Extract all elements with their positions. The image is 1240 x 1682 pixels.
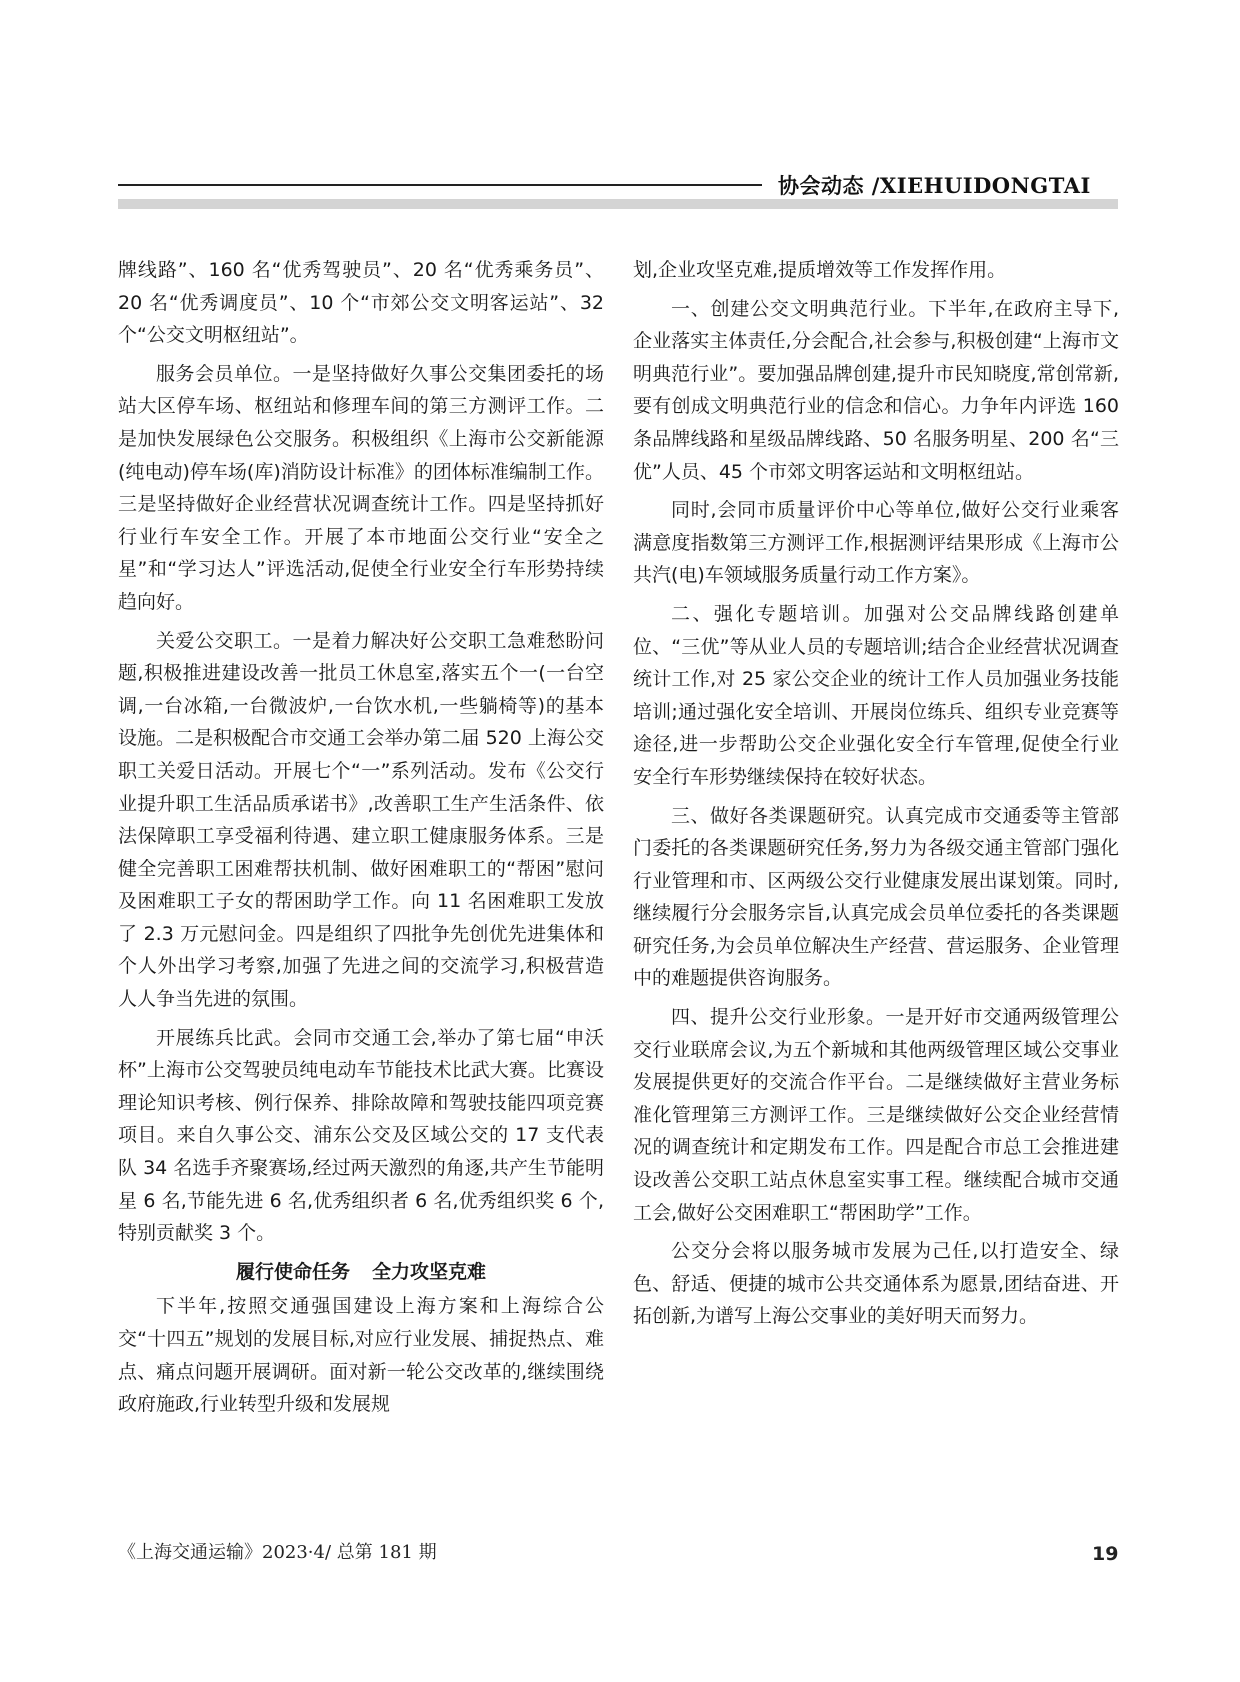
paragraph: 开展练兵比武。会同市交通工会,举办了第七届“申沃杯”上海市公交驾驶员纯电动车节能技术比武大赛。比赛设理论知识考核、例行保养、排除故障和驾驶技能四项竞赛项目。来自久事公交、浦东公交及区域公交的 17 支代表队 34 名选手齐聚赛场,经过两天激烈的角逐,共产生节能明星 6 名,节能先进 6 名,优秀组织者 6 名,优秀组织奖 6 个,特别贡献奖 3 个。 [118,1026,604,1245]
section-heading-part: 全力攻坚克难 [372,1260,487,1283]
paragraph: 关爱公交职工。一是着力解决好公交职工急难愁盼问题,积极推进建设改善一批员工休息室,落实五个一(一台空调,一台冰箱,一台微波炉,一台饮水机,一些躺椅等)的基本设施。二是积极配合市交通工会举办第二届 520 上海公交职工关爱日活动。开展七个“一”系列活动。发布《公交行业提升职工生活品质承诺书》,改善职工生产生活条件、依法保障职工享受福利待遇、建立职工健康服务体系。三是健全完善职工困难帮扶机制、做好困难职工的“帮困”慰问及困难职工子女的帮困助学工作。向 11 名困难职工发放了 2.3 万元慰问金。四是组织了四批争先创优先进集体和个人外出学习考察,加强了先进之间的交流学习,积极营造人人争当先进的氛围。 [118,629,604,1011]
section-title: 协会动态 /XIEHUIDONGTAI [778,173,1091,198]
header-rule [118,184,762,186]
paragraph: 服务会员单位。一是坚持做好久事公交集团委托的场站大区停车场、枢纽站和修理车间的第三方测评工作。二是加快发展绿色公交服务。积极组织《上海市公交新能源(纯电动)停车场(库)消防设计标准》的团体标准编制工作。三是坚持做好企业经营状况调查统计工作。四是坚持抓好行业行车安全工作。开展了本市地面公交行业“安全之星”和“学习达人”评选活动,促使全行业安全行车形势持续趋向好。 [118,362,604,613]
paragraph: 公交分会将以服务城市发展为己任,以打造安全、绿色、舒适、便捷的城市公共交通体系为愿景,团结奋进、开拓创新,为谱写上海公交事业的美好明天而努力。 [633,1240,1119,1328]
paragraph: 下半年,按照交通强国建设上海方案和上海综合公交“十四五”规划的发展目标,对应行业发展、捕捉热点、难点、痛点问题开展调研。面对新一轮公交改革的,继续围绕政府施政,行业转型升级和发展规 [118,1295,604,1416]
paragraph: 一、创建公交文明典范行业。下半年,在政府主导下,企业落实主体责任,分会配合,社会参与,积极创建“上海市文明典范行业”。要加强品牌创建,提升市民知晓度,常创常新,要有创成文明典范行业的信念和信心。力争年内评选 160 条品牌线路和星级品牌线路、50 名服务明星、200 名“三优”人员、45 个市郊文明客运站和文明枢纽站。 [633,297,1119,483]
paragraph: 三、做好各类课题研究。认真完成市交通委等主管部门委托的各类课题研究任务,努力为各级交通主管部门强化行业管理和市、区两级公交行业健康发展出谋划策。同时,继续履行分会服务宗旨,认真完成会员单位委托的各类课题研究任务,为会员单位解决生产经营、营运服务、企业管理中的难题提供咨询服务。 [633,804,1119,990]
paragraph: 二、强化专题培训。加强对公交品牌线路创建单位、“三优”等从业人员的专题培训;结合企业经营状况调查统计工作,对 25 家公交企业的统计工作人员加强业务技能培训;通过强化安全培训、开展岗位练兵、组织专业竞赛等途径,进一步帮助公交企业强化安全行车管理,促使全行业安全行车形势继续保持在较好状态。 [633,602,1119,788]
journal-citation: 《上海交通运输》2023·4/ 总第 181 期 [118,1542,437,1563]
paragraph: 同时,会同市质量评价中心等单位,做好公交行业乘客满意度指数第三方测评工作,根据测评结果形成《上海市公共汽(电)车领域服务质量行动工作方案》。 [633,499,1119,587]
left-column [118,254,604,1427]
page-number: 19 [1092,1543,1119,1565]
right-column [633,254,1119,1339]
header-band [118,199,1118,209]
paragraph: 划,企业攻坚克难,提质增效等工作发挥作用。 [633,259,1007,281]
paragraph: 四、提升公交行业形象。一是开好市交通两级管理公交行业联席会议,为五个新城和其他两级管理区域公交事业发展提供更好的交流合作平台。二是继续做好主营业务标准化管理第三方测评工作。三是继续做好公交企业经营情况的调查统计和定期发布工作。四是配合市总工会推进建设改善公交职工站点休息室实事工程。继续配合城市交通工会,做好公交困难职工“帮困助学”工作。 [633,1006,1119,1224]
paragraph: 牌线路”、160 名“优秀驾驶员”、20 名“优秀乘务员”、20 名“优秀调度员”、10 个“市郊公交文明客运站”、32 个“公交文明枢纽站”。 [118,259,604,347]
section-heading [118,1256,604,1289]
section-heading-part: 履行使命任务 [235,1260,350,1283]
